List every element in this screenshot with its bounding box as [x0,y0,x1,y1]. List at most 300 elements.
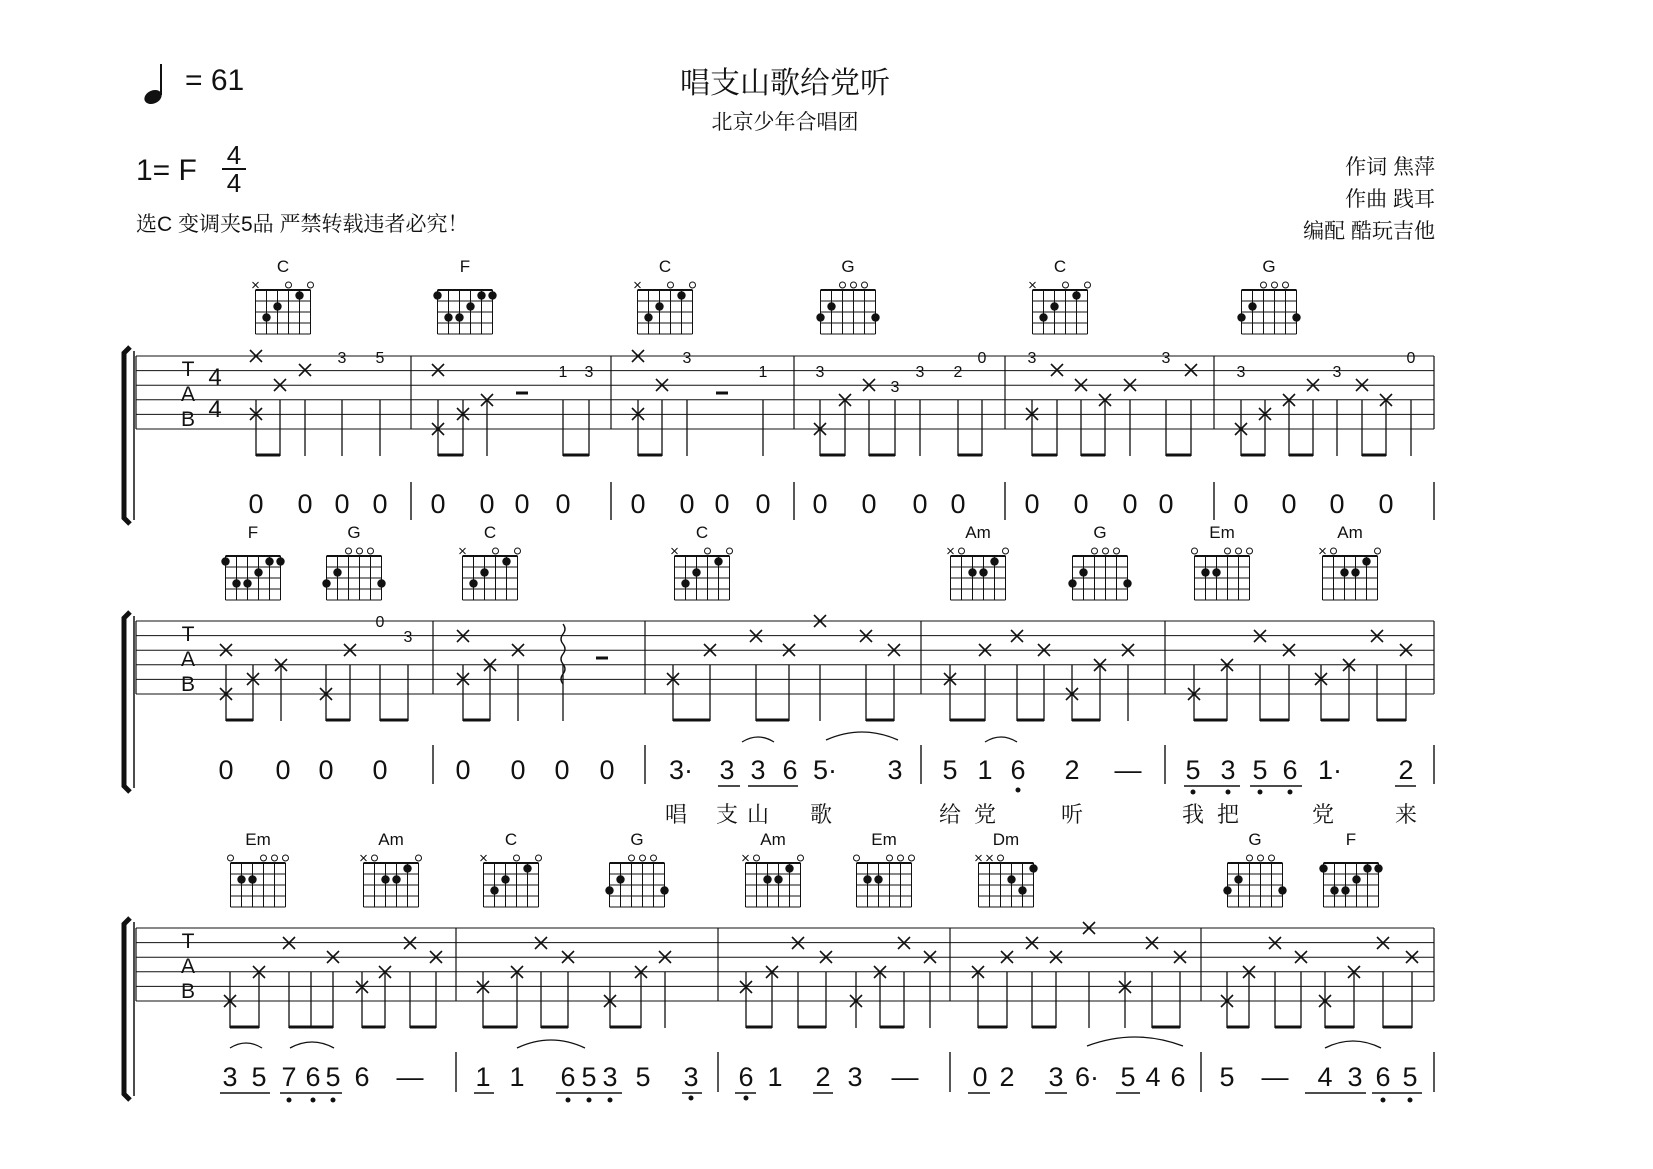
finger-dot [1351,568,1359,576]
open-string-icon [798,855,804,861]
open-string-icon [1331,548,1337,554]
jianpu-note: 4 [1145,1062,1161,1092]
jianpu-note: 0 [1281,489,1297,519]
open-string-icon [261,855,267,861]
chord-name: C [504,830,518,849]
finger-dot [501,875,509,883]
finger-dot [692,568,700,576]
mute-icon [976,855,982,861]
finger-dot [477,291,485,299]
lyric-syllable: 山 [746,802,770,827]
lyric-syllable: 党 [1311,802,1335,827]
jianpu-note: 1 [977,755,993,785]
open-string-icon [1092,548,1098,554]
chord-diagram [481,830,542,907]
jianpu-note: 0 [755,489,771,519]
open-string-icon [1063,282,1069,288]
jianpu-note: 0 [912,489,928,519]
finger-dot [265,557,273,565]
finger-dot [990,557,998,565]
open-string-icon [840,282,846,288]
chord-name: G [841,257,855,276]
lyric-syllable: 给 [938,802,962,827]
chord-diagram [816,257,879,334]
lyric-syllable: 党 [973,802,997,827]
finger-dot [1007,875,1015,883]
system-bracket [124,918,130,1100]
jianpu-note: 6 [1010,755,1026,785]
jianpu-note: 5 [251,1062,267,1092]
lyricist-credit: 作词 焦萍 [1345,156,1435,179]
tab-x-note [299,364,311,376]
chord-name: F [247,523,259,542]
chord-name: Am [965,523,991,542]
jianpu-note: 3 [222,1062,238,1092]
open-string-icon [1247,548,1253,554]
jianpu-dot [587,1098,592,1103]
open-string-icon [1192,548,1198,554]
jianpu-note: 6 [782,755,798,785]
open-string-icon [668,282,674,288]
jianpu-note: 1 [767,1062,783,1092]
jianpu-dot [331,1098,336,1103]
finger-dot [1292,313,1300,321]
tab-clef-letter: T [181,930,195,953]
jianpu-note: 2 [815,1062,831,1092]
tie-arc [1087,1037,1183,1046]
finger-dot [605,886,613,894]
song-title: 唱支山歌给党听 [680,67,890,100]
mute-icon [672,548,678,554]
jianpu-note: 5 [1219,1062,1235,1092]
chord-diagram [361,830,422,907]
chord-name: Am [1337,523,1363,542]
chord-diagram [460,523,521,600]
lyric-syllable: 来 [1394,802,1418,827]
tab-x-note [1185,364,1197,376]
jianpu-note: 3· [668,755,694,785]
open-string-icon [368,548,374,554]
jianpu-note: 5 [1402,1062,1418,1092]
finger-dot [1362,557,1370,565]
jianpu-dot [311,1098,316,1103]
tie-arc [985,737,1017,742]
tab-fret-number: 3 [682,350,692,367]
jianpu-note: 0 [1122,489,1138,519]
tab-fret-number: 3 [337,350,347,367]
finger-dot [1340,568,1348,576]
jianpu-dot [1191,790,1196,795]
chord-name: F [459,257,471,276]
tie-arc [826,732,898,740]
tab-clef-letter: B [180,673,196,696]
jianpu-dot [1381,1098,1386,1103]
finger-dot [488,291,496,299]
tab-fret-number: 3 [1332,364,1342,381]
tempo-value: = 61 [185,64,245,97]
open-string-icon [228,855,234,861]
chord-diagram [976,830,1038,907]
jianpu-note: 6 [1375,1062,1391,1092]
open-string-icon [372,855,378,861]
jianpu-note: 5 [1120,1062,1136,1092]
finger-dot [523,864,531,872]
jianpu-note: 1· [1317,755,1343,785]
jianpu-note: 0 [630,489,646,519]
jianpu-note: 5· [812,755,838,785]
tab-fret-number: 2 [953,364,963,381]
open-string-icon [854,855,860,861]
finger-dot [714,557,722,565]
jianpu-dot [608,1098,613,1103]
chord-name: Am [378,830,404,849]
open-string-icon [536,855,542,861]
lyric-syllable: 听 [1060,802,1084,827]
tie-arc [1325,1041,1381,1048]
chord-name: G [1248,830,1262,849]
finger-dot [785,864,793,872]
lyric-syllable: 唱 [664,802,688,827]
system-bracket [124,612,130,792]
finger-dot [455,313,463,321]
system-bracket [124,347,130,524]
open-string-icon [1269,855,1275,861]
tab-fret-number: 3 [890,379,900,396]
artist-name: 北京少年合唱团 [711,111,859,134]
chord-diagram [743,830,804,907]
open-string-icon [862,282,868,288]
jianpu-note: 0 [554,755,570,785]
open-string-icon [1085,282,1091,288]
tab-staff [136,928,1434,1003]
finger-dot [763,875,771,883]
chord-diagram [1320,523,1381,600]
jianpu-note: 3 [1220,755,1236,785]
open-string-icon [851,282,857,288]
finger-dot [276,557,284,565]
finger-dot [871,313,879,321]
jianpu-note: 3 [750,755,766,785]
tab-clef-letter: A [180,383,196,406]
arranger-credit: 编配 酷玩吉他 [1303,220,1435,243]
open-string-icon [283,855,289,861]
mute-icon [460,548,466,554]
open-string-icon [1114,548,1120,554]
tab-clef-letter: A [180,955,196,978]
jianpu-note: 3 [847,1062,863,1092]
jianpu-note: 0 [1329,489,1345,519]
tab-staff [136,621,1434,696]
finger-dot [1018,886,1026,894]
jianpu-note: 0 [861,489,877,519]
jianpu-note: 1 [509,1062,525,1092]
finger-dot [1330,886,1338,894]
jianpu-note: 2 [1398,755,1414,785]
tab-time-sig-top: 4 [208,364,222,391]
jianpu-note: 0 [510,755,526,785]
chord-name: Am [760,830,786,849]
finger-dot [655,302,663,310]
open-string-icon [909,855,915,861]
open-string-icon [640,855,646,861]
jianpu-note: 5 [1185,755,1201,785]
jianpu-note: 0 [1233,489,1249,519]
tie-arc [742,737,774,742]
jianpu-note: 6 [1282,755,1298,785]
tie-arc [517,1040,585,1048]
jianpu-note: 1 [475,1062,491,1092]
jianpu-note: 0 [714,489,730,519]
finger-dot [1212,568,1220,576]
tab-fret-number: 3 [1161,350,1171,367]
chord-name: G [1262,257,1276,276]
chord-name: C [1053,257,1067,276]
tie-arc [290,1042,334,1048]
finger-dot [1201,568,1209,576]
jianpu-note: 0 [455,755,471,785]
chord-diagram [221,523,284,600]
jianpu-note: 0 [318,755,334,785]
finger-dot [237,875,245,883]
tab-clef-letter: T [181,358,195,381]
finger-dot [1223,886,1231,894]
mute-icon [253,282,259,288]
jianpu-note: 0 [372,489,388,519]
open-string-icon [727,548,733,554]
finger-dot [827,302,835,310]
chord-diagram [253,257,314,334]
jianpu-note: 0 [372,755,388,785]
jianpu-note: 0 [1158,489,1174,519]
chord-diagram [322,523,385,600]
finger-dot [681,579,689,587]
chord-diagram [1223,830,1286,907]
jianpu-note: 0 [248,489,264,519]
open-string-icon [1258,855,1264,861]
finger-dot [248,875,256,883]
finger-dot [295,291,303,299]
finger-dot [979,568,987,576]
jianpu-note: 6 [1170,1062,1186,1092]
finger-dot [243,579,251,587]
chord-diagram [228,830,289,907]
open-string-icon [308,282,314,288]
finger-dot [444,313,452,321]
jianpu-note: 5 [635,1062,651,1092]
finger-dot [392,875,400,883]
jianpu-note: 0 [599,755,615,785]
time-signature-bottom: 4 [226,168,242,198]
chord-diagram [635,257,696,334]
open-string-icon [1103,548,1109,554]
open-string-icon [416,855,422,861]
finger-dot [1068,579,1076,587]
mute-icon [481,855,487,861]
jianpu-note: — [396,1062,424,1092]
jianpu-note: — [891,1062,919,1092]
open-string-icon [1247,855,1253,861]
chord-diagram [1192,523,1253,600]
open-string-icon [754,855,760,861]
finger-dot [644,313,652,321]
finger-dot [1039,313,1047,321]
jianpu-dot [744,1096,749,1101]
jianpu-note: 2 [1064,755,1080,785]
jianpu-note: 6 [305,1062,321,1092]
jianpu-dot [1258,790,1263,795]
tab-fret-number: 0 [977,350,987,367]
jianpu-note: 0 [275,755,291,785]
finger-dot [1341,886,1349,894]
open-string-icon [705,548,711,554]
finger-dot [968,568,976,576]
open-string-icon [1283,282,1289,288]
finger-dot [660,886,668,894]
tab-fret-number: 3 [815,364,825,381]
lyric-syllable: 支 [715,802,739,827]
chord-diagram [948,523,1009,600]
jianpu-note: 0 [812,489,828,519]
finger-dot [1079,568,1087,576]
finger-dot [403,864,411,872]
finger-dot [1237,313,1245,321]
jianpu-note: 3 [1048,1062,1064,1092]
jianpu-note: 0 [430,489,446,519]
jianpu-note: 3 [887,755,903,785]
capo-note: 选C 变调夹5品 严禁转载违者必究！ [136,213,469,236]
open-string-icon [898,855,904,861]
finger-dot [1072,291,1080,299]
jianpu-note: 0 [479,489,495,519]
chord-diagram [1237,257,1300,334]
open-string-icon [1375,548,1381,554]
jianpu-dot [1226,790,1231,795]
mute-icon [987,855,993,861]
tab-x-note [1051,364,1063,376]
finger-dot [863,875,871,883]
chord-name: Dm [992,830,1020,849]
jianpu-note: 4 [1317,1062,1333,1092]
jianpu-note: 5 [942,755,958,785]
chord-diagram [1068,523,1131,600]
finger-dot [262,313,270,321]
finger-dot [616,875,624,883]
open-string-icon [998,855,1004,861]
finger-dot [490,886,498,894]
open-string-icon [493,548,499,554]
open-string-icon [286,282,292,288]
tab-fret-number: 3 [1027,350,1037,367]
jianpu-note: 0 [1378,489,1394,519]
open-string-icon [887,855,893,861]
finger-dot [254,568,262,576]
open-string-icon [629,855,635,861]
tab-fret-number: 3 [403,629,413,646]
mute-icon [743,855,749,861]
chord-name: G [1093,523,1107,542]
finger-dot [480,568,488,576]
mute-icon [948,548,954,554]
chord-name: F [1345,830,1357,849]
tie-arc [230,1043,262,1048]
finger-dot [221,557,229,565]
jianpu-note: 0 [950,489,966,519]
jianpu-note: 0 [334,489,350,519]
open-string-icon [1236,548,1242,554]
finger-dot [1278,886,1286,894]
jianpu-note: 0 [1073,489,1089,519]
jianpu-note: 5 [325,1062,341,1092]
mute-icon [1030,282,1036,288]
jianpu-note: 3 [719,755,735,785]
mute-icon [1320,548,1326,554]
chord-name: C [695,523,709,542]
tab-time-sig-bottom: 4 [208,396,222,423]
tab-fret-number: 3 [584,364,594,381]
finger-dot [322,579,330,587]
chord-name: G [630,830,644,849]
open-string-icon [514,855,520,861]
jianpu-note: — [1114,755,1142,785]
chord-diagram [433,257,496,334]
jianpu-note: 0 [972,1062,988,1092]
finger-dot [774,875,782,883]
jianpu-note: 0 [297,489,313,519]
chord-diagram [1319,830,1382,907]
jianpu-dot [1288,790,1293,795]
jianpu-note: 7 [281,1062,297,1092]
jianpu-note: — [1261,1062,1289,1092]
jianpu-dot [287,1098,292,1103]
jianpu-note: 5 [1252,755,1268,785]
jianpu-note: 3 [683,1062,699,1092]
finger-dot [874,875,882,883]
finger-dot [1352,875,1360,883]
tab-fret-number: 5 [375,350,385,367]
jianpu-note: 3 [1347,1062,1363,1092]
finger-dot [1374,864,1382,872]
jianpu-note: 3 [602,1062,618,1092]
jianpu-note: 6 [738,1062,754,1092]
time-signature-top: 4 [226,140,242,170]
chord-name: Em [1209,523,1235,542]
jianpu-note: 6 [354,1062,370,1092]
finger-dot [381,875,389,883]
finger-dot [1234,875,1242,883]
tab-clef-letter: B [180,980,196,1003]
tab-fret-number: 0 [1406,350,1416,367]
tab-clef-letter: T [181,623,195,646]
finger-dot [232,579,240,587]
finger-dot [333,568,341,576]
finger-dot [677,291,685,299]
finger-dot [1029,864,1037,872]
open-string-icon [959,548,965,554]
finger-dot [466,302,474,310]
lyric-syllable: 歌 [809,802,833,827]
jianpu-note: 0 [1024,489,1040,519]
chord-diagram [672,523,733,600]
jianpu-note: 2 [999,1062,1015,1092]
jianpu-note: 6· [1074,1062,1100,1092]
finger-dot [1319,864,1327,872]
mute-icon [635,282,641,288]
jianpu-dot [1408,1098,1413,1103]
chord-name: G [347,523,361,542]
open-string-icon [651,855,657,861]
lyric-syllable: 把 [1216,802,1240,827]
chord-name: C [276,257,290,276]
